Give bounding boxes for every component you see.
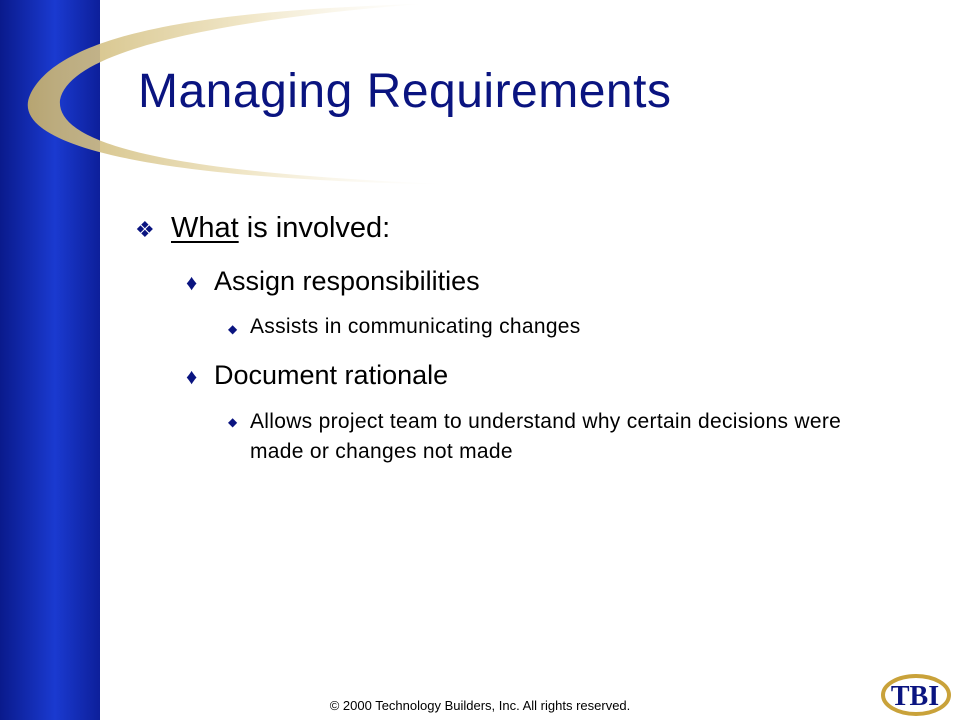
bullet-text: Assign responsibilities bbox=[214, 266, 480, 296]
sub-bullet-text: Allows project team to understand why certain decisions were made or changes not made bbox=[250, 410, 842, 464]
bullet-what-involved bbox=[135, 212, 390, 245]
small-diamond-icon: ◆ bbox=[228, 322, 238, 336]
tbi-logo bbox=[878, 668, 952, 718]
slide-title: Managing Requirements bbox=[138, 65, 672, 118]
diamond-icon: ♦ bbox=[186, 364, 198, 389]
sub-bullet-project-team bbox=[228, 407, 860, 468]
bullet-emphasis: What bbox=[171, 212, 239, 244]
bullet-text: Document rationale bbox=[214, 360, 449, 390]
bullet-assign-responsibilities bbox=[186, 266, 480, 297]
svg-text:TBI: TBI bbox=[890, 681, 940, 712]
bullet-text: is involved: bbox=[238, 212, 391, 244]
copyright-footer: © 2000 Technology Builders, Inc. All rights reserved. bbox=[329, 698, 631, 713]
sub-bullet-communicating bbox=[228, 315, 581, 339]
bullet-document-rationale bbox=[186, 360, 448, 391]
sub-bullet-text: Assists in communicating changes bbox=[250, 315, 581, 338]
four-diamond-icon: ❖ bbox=[135, 217, 155, 242]
small-diamond-icon: ◆ bbox=[228, 415, 238, 429]
diamond-icon: ♦ bbox=[186, 270, 198, 295]
